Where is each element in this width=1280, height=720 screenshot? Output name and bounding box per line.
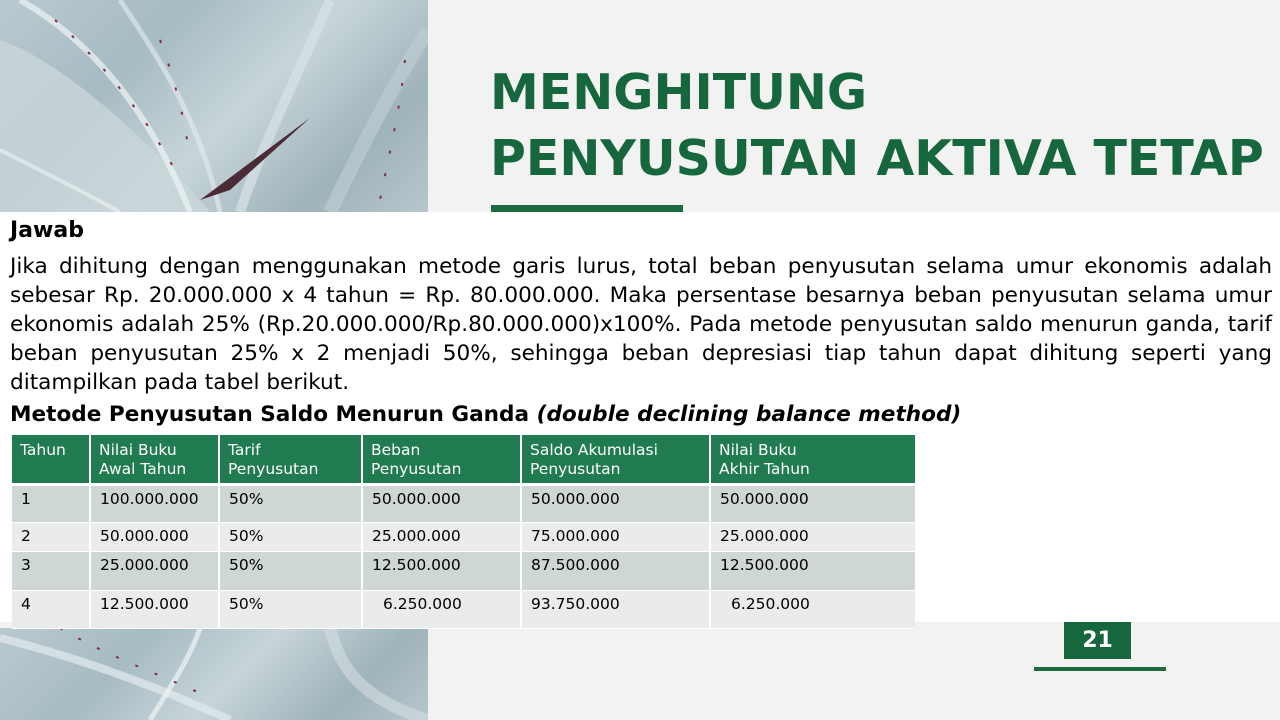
table-cell: 6.250.000 <box>710 591 915 629</box>
method-title: Metode Penyusutan Saldo Menurun Ganda <box>10 402 530 427</box>
table-cell: 12.500.000 <box>90 591 219 629</box>
slide-title-line1: MENGHITUNG <box>490 64 868 121</box>
depreciation-table <box>12 435 915 629</box>
header-cell-rate: Tarif Penyusutan <box>219 435 362 485</box>
table-cell: 25.000.000 <box>710 523 915 552</box>
table-cell: 50.000.000 <box>90 523 219 552</box>
table-cell: 50% <box>219 591 362 629</box>
header-cell-accumulated: Saldo Akumulasi Penyusutan <box>521 435 710 485</box>
agave-leaves-graphic <box>0 628 428 720</box>
slide-title <box>490 60 1264 192</box>
table-cell: 6.250.000 <box>362 591 521 629</box>
table-cell: 87.500.000 <box>521 552 710 591</box>
agave-photo-top <box>0 0 428 212</box>
table-cell: 1 <box>12 485 90 523</box>
table-cell: 50.000.000 <box>710 485 915 523</box>
table-cell: 50.000.000 <box>362 485 521 523</box>
method-subtitle: (double declining balance method) <box>536 402 962 427</box>
table-row <box>12 485 915 523</box>
table-row <box>12 591 915 629</box>
table-cell: 12.500.000 <box>362 552 521 591</box>
table-cell: 3 <box>12 552 90 591</box>
explanation-paragraph: Jika dihitung dengan menggunakan metode garis lurus, total beban penyusutan selama umur ekonomis adalah sebesar Rp. 20.000.000 x 4 tahun = Rp. 80.000.000. Maka persentase besarnya beban penyusutan selama umur ekonomis adalah 25% (Rp.20.000.000/Rp.80.000.000)x100%. Pada metode penyusutan saldo menurun ganda, tarif beban penyusutan 25% x 2 menjadi 50%, sehingga beban depresiasi tiap tahun dapat dihitung seperti yang ditampilkan pada tabel berikut. <box>10 254 1272 395</box>
table-cell: 100.000.000 <box>90 485 219 523</box>
slide-title-line2: PENYUSUTAN AKTIVA TETAP <box>490 130 1264 187</box>
table-row <box>12 552 915 591</box>
method-heading <box>10 402 961 427</box>
table-header-row <box>12 435 915 485</box>
table-cell: 50% <box>219 523 362 552</box>
table-cell: 50% <box>219 552 362 591</box>
table-cell: 75.000.000 <box>521 523 710 552</box>
answer-label: Jawab <box>10 218 84 243</box>
header-cell-year: Tahun <box>12 435 90 485</box>
table-cell: 2 <box>12 523 90 552</box>
header-cell-book-value-start: Nilai Buku Awal Tahun <box>90 435 219 485</box>
title-underline <box>491 205 683 212</box>
table-cell: 25.000.000 <box>362 523 521 552</box>
page-number-underline <box>1034 667 1166 671</box>
table-cell: 50% <box>219 485 362 523</box>
agave-leaves-graphic <box>0 0 428 212</box>
table-cell: 25.000.000 <box>90 552 219 591</box>
table-cell: 4 <box>12 591 90 629</box>
agave-photo-bottom <box>0 628 428 720</box>
table-cell: 50.000.000 <box>521 485 710 523</box>
table-row <box>12 523 915 552</box>
table-cell: 93.750.000 <box>521 591 710 629</box>
header-cell-expense: Beban Penyusutan <box>362 435 521 485</box>
page-number-badge: 21 <box>1064 622 1131 659</box>
header-cell-book-value-end: Nilai Buku Akhir Tahun <box>710 435 915 485</box>
table-cell: 12.500.000 <box>710 552 915 591</box>
